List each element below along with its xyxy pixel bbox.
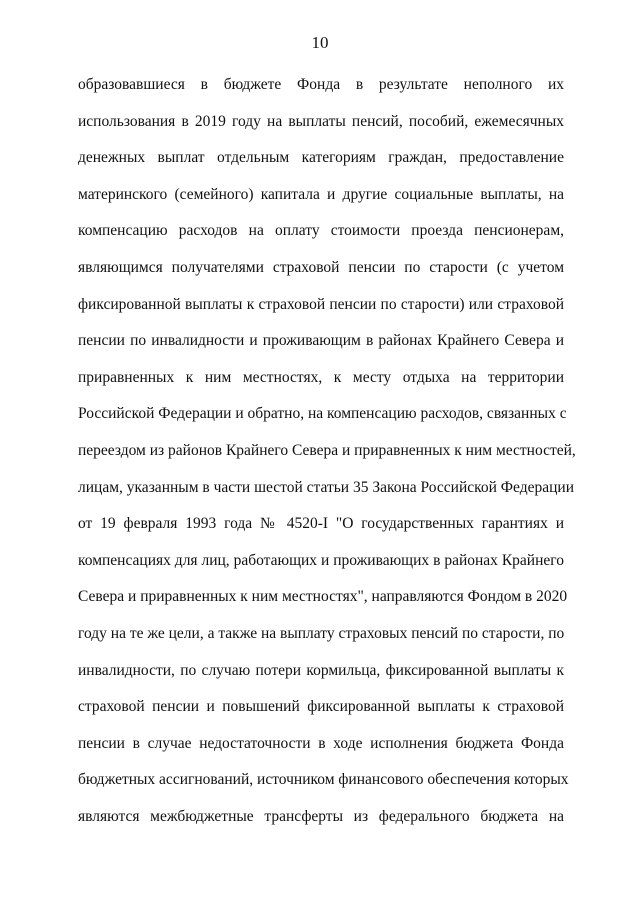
text-line: страховой пенсии и повышений фиксированной выплаты к страховой	[78, 698, 564, 716]
text-line: использования в 2019 году на выплаты пенсий, пособий, ежемесячных	[78, 112, 564, 130]
text-line: году на те же цели, а также на выплату страховых пенсий по старости, по	[78, 624, 565, 642]
text-line: компенсацию расходов на оплату стоимости проезда пенсионерам,	[78, 222, 564, 240]
document-body-text	[78, 67, 576, 835]
text-line: пенсии по инвалидности и проживающим в районах Крайнего Севера и	[78, 332, 564, 350]
text-line: денежных выплат отдельным категориям граждан, предоставление	[78, 149, 564, 167]
text-line: образовавшиеся в бюджете Фонда в результате неполного их	[78, 76, 564, 93]
text-line: Севера и приравненных к ним местностях", направляются Фондом в 2020	[78, 588, 568, 606]
text-line: Российской Федерации и обратно, на компенсацию расходов, связанных с	[78, 405, 567, 423]
text-line: фиксированной выплаты к страховой пенсии по старости) или страховой	[78, 295, 564, 313]
text-line: пенсии в случае недостаточности в ходе исполнения бюджета Фонда	[78, 734, 564, 752]
text-line: компенсациях для лиц, работающих и проживающих в районах Крайнего	[78, 551, 564, 569]
text-line: являющимся получателями страховой пенсии по старости (с учетом	[78, 258, 564, 276]
text-line: лицам, указанным в части шестой статьи 35 Закона Российской Федерации	[78, 478, 574, 496]
text-line: являются межбюджетные трансферты из федерального бюджета на	[78, 807, 564, 825]
text-line: переездом из районов Крайнего Севера и приравненных к ним местностей,	[78, 441, 576, 459]
page-number: 10	[311, 33, 329, 52]
text-line: бюджетных ассигнований, источником финансового обеспечения которых	[78, 771, 569, 789]
text-line: от 19 февраля 1993 года № 4520-I "О государственных гарантиях и	[78, 515, 564, 533]
text-line: приравненных к ним местностях, к месту отдыха на территории	[78, 368, 564, 386]
text-line: инвалидности, по случаю потери кормильца, фиксированной выплаты к	[78, 661, 564, 679]
text-line: материнского (семейного) капитала и другие социальные выплаты, на	[78, 185, 564, 203]
